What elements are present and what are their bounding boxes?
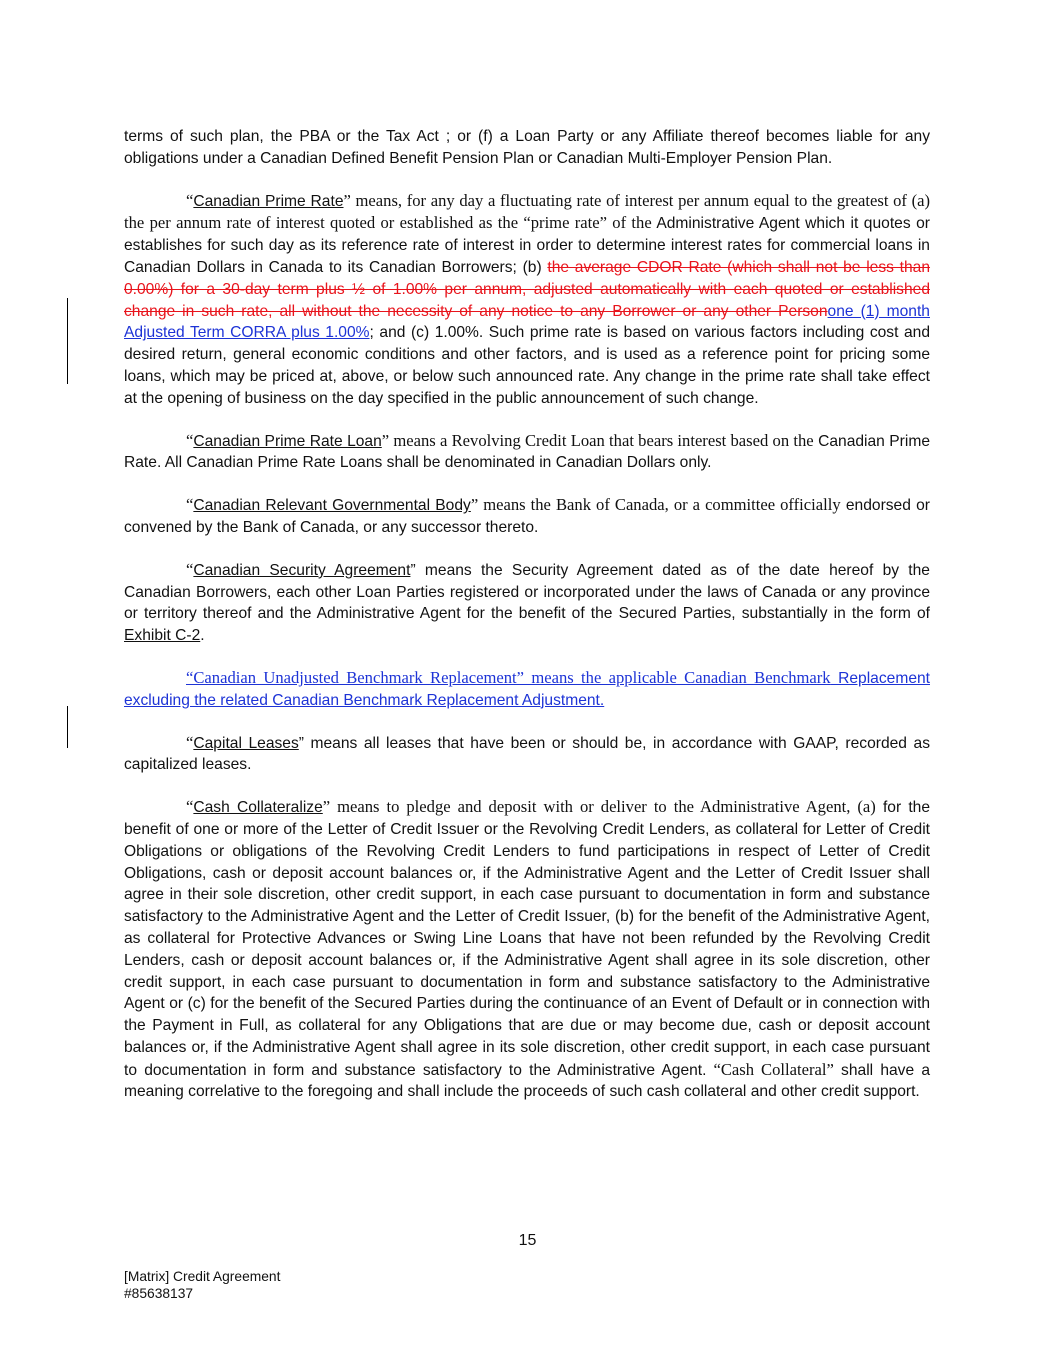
cash-collateral-term: “Cash Collateral” bbox=[706, 1059, 834, 1079]
definition-canadian-unadjusted-benchmark-replacement bbox=[124, 667, 930, 712]
inserted-text: “Canadian Unadjusted Benchmark Replacement” means the applicable Canadian Benchmark bbox=[186, 667, 831, 687]
open-quote: “ bbox=[186, 797, 194, 817]
definition-text: Administrative Agent which it quotes or establishes for such day as its reference rate of interest in order to determine interest rates for commercial loans in Canadian Dollars in Canada to its Canadian Borrowers; (b) bbox=[124, 215, 930, 276]
definition-text: ; and (c) 1.00%. Such prime rate is based on various factors including cost and desired return, general economic conditions and other factors, and is used as a reference point for pricing some loans, which may be priced at, above, or below such announced rate. Any change in the prime rate shall take effect at the opening of business on the day specified in the public announcement of such change. bbox=[124, 324, 930, 407]
revision-bar bbox=[67, 298, 68, 384]
definition-canadian-relevant-governmental-body bbox=[124, 494, 930, 539]
footer-title: [Matrix] Credit Agreement bbox=[124, 1269, 281, 1284]
exhibit-reference: Exhibit C-2 bbox=[124, 627, 201, 645]
revision-bar bbox=[67, 706, 68, 748]
definition-text: ” means the Security Agreement dated as of the date hereof by the Canadian Borrowers, each other Loan Parties registered or incorporated under the laws of Canada or any province or territory thereof and the Administrative Agent for the benefit of the Secured Parties, substantially in the form of bbox=[124, 561, 930, 623]
defined-term: Canadian Relevant Governmental Body bbox=[193, 497, 471, 515]
definition-cash-collateralize bbox=[124, 796, 930, 1103]
definition-text: endorsed or convened by the Bank of Canada, or any successor thereto. bbox=[124, 497, 930, 536]
definition-text: ” means all leases that have been or should be, in accordance with GAAP, recorded as capitalized leases. bbox=[124, 734, 930, 774]
defined-term: Canadian Security Agreement bbox=[193, 561, 411, 579]
footer-doc-id: #85638137 bbox=[124, 1286, 194, 1301]
definition-lead: ” means a Revolving Credit Loan that bears interest based on the bbox=[381, 430, 814, 450]
inserted-text: one (1) month Adjusted Term CORRA plus 1.00% bbox=[124, 302, 930, 342]
defined-term: Capital Leases bbox=[193, 734, 299, 752]
definition-text: for the benefit of one or more of the Letter of Credit Issuer or the Revolving Credit Lenders, as collateral for Letter of Credit Obligations or obligations of the Revolving Credit Lenders to fund participations in respect of Letter of Credit Obligations, cash or deposit account balances or, if the Administrative Agent and the Letter of Credit Issuer shall agree in their sole discretion, other credit support, in each case pursuant to documentation in form and substance satisfactory to the Administrative Agent and the Letter of Credit Issuer, (b) for the benefit of the Administrative Agent, as collateral for Protective Advances or Swing Line Loans that have not been refunded by the Revolving Credit Lenders, cash or deposit account balances or, if the Administrative Agent shall agree in its sole discretion, other credit support, in each case pursuant to documentation in form and substance satisfactory to the Administrative Agent or (c) for the benefit of the Secured Parties during the continuance of an Event of Default or in connection with the Payment in Full, as collateral for any Obligations that are due or may become due, cash or deposit account balances or, if the Administrative Agent shall agree in its sole discretion, other credit support, in each case pursuant to documentation in form and substance satisfactory to the Administrative Agent. bbox=[124, 799, 931, 1079]
page-number: 15 bbox=[518, 1232, 537, 1249]
defined-term: Canadian Prime Rate Loan bbox=[193, 432, 382, 450]
definition-canadian-prime-rate-loan bbox=[124, 430, 930, 475]
definition-canadian-prime-rate bbox=[124, 190, 930, 410]
defined-term: Cash Collateralize bbox=[193, 799, 323, 817]
definition-end: . bbox=[200, 627, 205, 645]
paragraph-pension: terms of such plan, the PBA or the Tax Act ; or (f) a Loan Party or any Affiliate thereof becomes liable for any obligations under a Canadian Defined Benefit Pension Plan or Canadian Multi-Employer Pension Plan. bbox=[124, 128, 930, 167]
deleted-text: the average CDOR Rate (which shall not be less than 0.00%) for a 30-day term plus ½ of 1.00% per annum, adjusted automatically with each quoted or established change in such rate, all without the necessity of any notice to any Borrower or any other Person bbox=[124, 258, 931, 320]
definition-text: shall have a meaning correlative to the foregoing and shall include the proceeds of such cash collateral and other credit support. bbox=[124, 1061, 930, 1101]
definition-lead: ” means the Bank of Canada, or a committee officially bbox=[470, 495, 841, 515]
open-quote: “ bbox=[186, 559, 194, 579]
definition-lead: ” means, for any day a fluctuating rate of interest per annum equal to the greatest of (a) the per annum rate of interest quoted or established as the “prime rate” of the bbox=[124, 190, 930, 233]
open-quote: “ bbox=[186, 495, 194, 515]
definition-canadian-security-agreement bbox=[124, 559, 930, 647]
footer bbox=[124, 1268, 280, 1302]
open-quote: “ bbox=[186, 190, 194, 210]
open-quote: “ bbox=[186, 430, 194, 450]
definition-lead: ” means to pledge and deposit with or deliver to the Administrative Agent, (a) bbox=[322, 797, 876, 817]
definition-capital-leases bbox=[124, 732, 930, 777]
open-quote: “ bbox=[186, 732, 194, 752]
inserted-text: Replacement excluding the related Canadian Benchmark Replacement Adjustment. bbox=[124, 669, 930, 709]
definition-text: Canadian Prime Rate. All Canadian Prime Rate Loans shall be denominated in Canadian Dollars only. bbox=[124, 432, 930, 472]
defined-term: Canadian Prime Rate bbox=[193, 192, 344, 210]
document-body bbox=[124, 126, 930, 1103]
